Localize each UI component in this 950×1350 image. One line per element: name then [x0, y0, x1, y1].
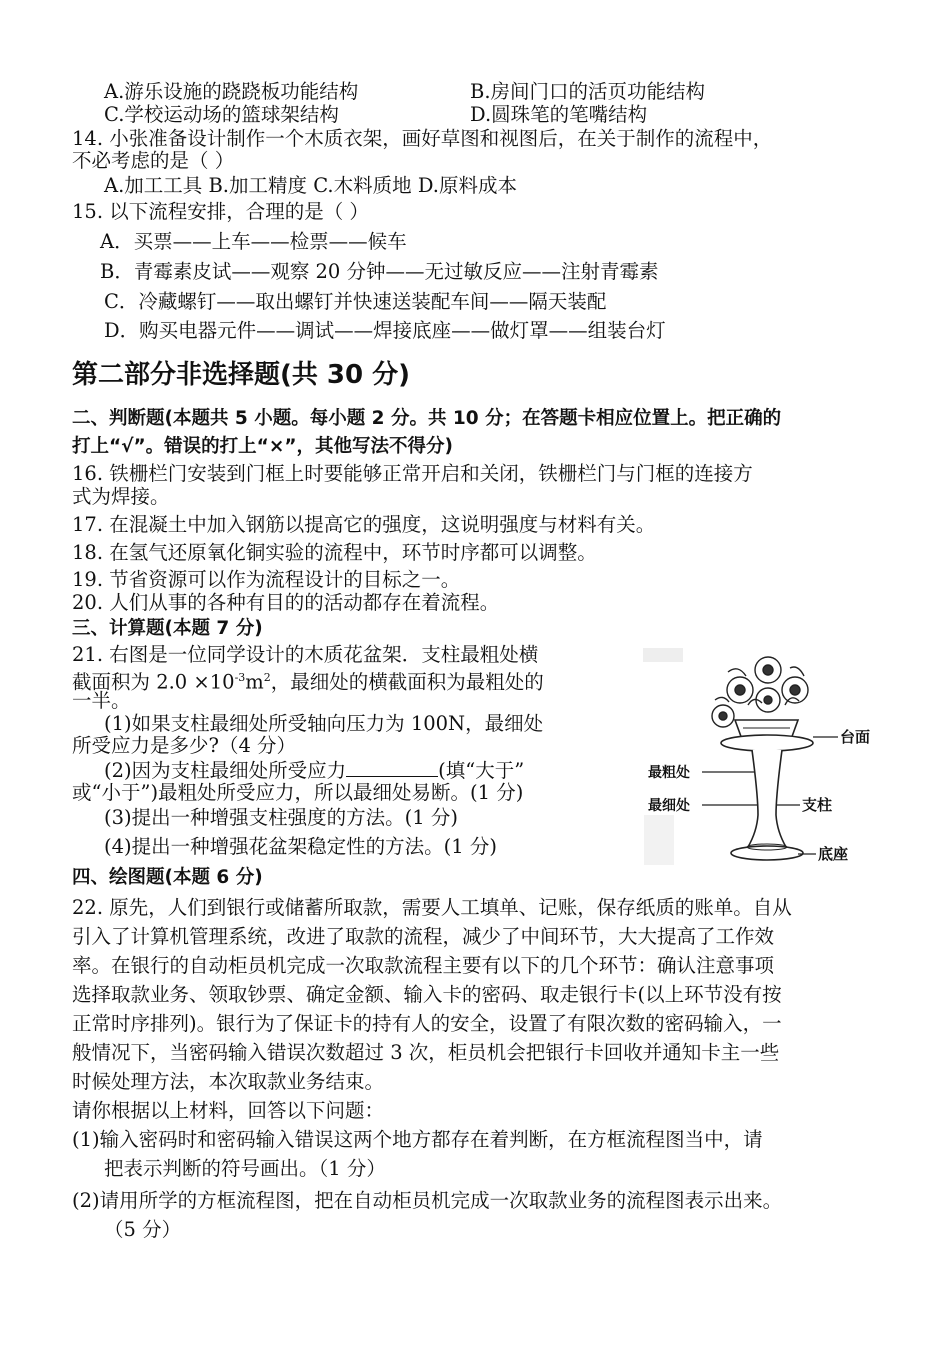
q22-prompt: 请你根据以上材料，回答以下问题：: [72, 1099, 385, 1122]
q13-option-c: C.学校运动场的篮球架结构: [104, 103, 339, 126]
answer-blank[interactable]: [346, 758, 438, 777]
q21-part2-line2: 或“小于”)最粗处所受应力，所以最细处易断。(1 分): [72, 781, 524, 804]
q15-stem: 15. 以下流程安排，合理的是（ ）: [72, 200, 369, 223]
q22-para-line6: 般情况下，当密码输入错误次数超过 3 次，柜员机会把银行卡回收并通知卡主一些: [72, 1041, 780, 1064]
q22-para-line3: 率。在银行的自动柜员机完成一次取款流程主要有以下的几个环节：确认注意事项: [72, 954, 775, 977]
q22-para-line1: 22. 原先，人们到银行或储蓄所取款，需要人工填单、记账，保存纸质的账单。自从: [72, 896, 792, 919]
q15-option-d: D．购买电器元件——调试——焊接底座——做灯罩——组装台灯: [104, 319, 666, 342]
q21-part4: (4)提出一种增强花盆架稳定性的方法。(1 分): [104, 835, 497, 858]
q22-para-line5: 正常时序排列)。银行为了保证卡的持有人的安全，设置了有限次数的密码输入，一: [72, 1012, 782, 1035]
q16-line1: 16. 铁栅栏门安装到门框上时要能够正常开启和关闭，铁栅栏门与门框的连接方: [72, 462, 753, 485]
judge-header-line2: 打上“√”。错误的打上“×”，其他写法不得分): [72, 436, 453, 457]
q21-line2: 截面积为 $2.0 \times 10^{-3}m^2$，最细处的横截面积为最粗处的: [72, 670, 544, 694]
q22-para-line4: 选择取款业务、领取钞票、确定金额、输入卡的密码、取走银行卡(以上环节没有按: [72, 983, 782, 1006]
label-pillar: 支柱: [802, 796, 833, 814]
q15-option-c: C．冷藏螺钉——取出螺钉并快速送装配车间——隔天装配: [104, 290, 607, 313]
draw-header: 四、绘图题(本题 6 分): [72, 867, 263, 888]
q21-line3: 一半。: [72, 689, 131, 712]
q13-option-d: D.圆珠笔的笔嘴结构: [470, 103, 648, 126]
q22-sub1-line2: 把表示判断的符号画出。（1 分）: [104, 1157, 386, 1180]
q21-part1-line2: 所受应力是多少?（4 分）: [72, 734, 297, 757]
q21-line1: 21. 右图是一位同学设计的木质花盆架．支柱最粗处横: [72, 643, 539, 666]
q20: 20. 人们从事的各种有目的的活动都存在着流程。: [72, 591, 500, 614]
q16-line2: 式为焊接。: [72, 485, 170, 508]
q21-part3: (3)提出一种增强支柱强度的方法。(1 分): [104, 806, 458, 829]
q13-option-b: B.房间门口的活页功能结构: [470, 80, 706, 103]
q13-option-a: A.游乐设施的跷跷板功能结构: [104, 80, 359, 103]
calc-header: 三、计算题(本题 7 分): [72, 618, 263, 639]
flower-stand-figure: [640, 640, 885, 875]
q19: 19. 节省资源可以作为流程设计的目标之一。: [72, 568, 461, 591]
q22-sub1-line1: (1)输入密码时和密码输入错误这两个地方都存在着判断，在方框流程图当中，请: [72, 1128, 763, 1151]
part2-title: 第二部分非选择题(共 30 分): [72, 360, 411, 390]
judge-header-line1: 二、判断题(本题共 5 小题。每小题 2 分。共 10 分；在答题卡相应位置上。把正确的: [72, 408, 782, 429]
label-base: 底座: [818, 845, 849, 863]
q14-options: A.加工工具 B.加工精度 C.木料质地 D.原料成本: [104, 174, 517, 197]
q21-part1-line1: (1)如果支柱最细处所受轴向压力为 100N，最细处: [104, 712, 544, 735]
q21-part2-line1: (2)因为支柱最细处所受应力 (填“大于”: [104, 759, 525, 782]
q14-stem-line1: 14. 小张准备设计制作一个木质衣架，画好草图和视图后，在关于制作的流程中，: [72, 127, 773, 150]
q22-sub2-line2: （5 分）: [104, 1218, 182, 1241]
q17: 17. 在混凝土中加入钢筋以提高它的强度，这说明强度与材料有关。: [72, 513, 656, 536]
base-icon: [731, 846, 803, 860]
q22-sub2-line1: (2)请用所学的方框流程图，把在自动柜员机完成一次取款业务的流程图表示出来。: [72, 1189, 783, 1212]
label-thinnest: 最细处: [648, 798, 690, 814]
q15-option-b: B．青霉素皮试——观察 20 分钟——无过敏反应——注射青霉素: [100, 260, 659, 283]
q18: 18. 在氢气还原氧化铜实验的流程中，环节时序都可以调整。: [72, 541, 597, 564]
label-thickest: 最粗处: [648, 765, 690, 781]
tabletop-icon: [721, 735, 813, 751]
q22-para-line7: 时候处理方法，本次取款业务结束。: [72, 1070, 385, 1093]
q15-option-a: A．买票——上车——检票——候车: [100, 230, 407, 253]
q22-para-line2: 引入了计算机管理系统，改进了取款的流程，减少了中间环节，大大提高了工作效: [72, 925, 775, 948]
label-tabletop: 台面: [840, 728, 871, 746]
q14-stem-line2: 不必考虑的是（ ）: [72, 149, 235, 172]
